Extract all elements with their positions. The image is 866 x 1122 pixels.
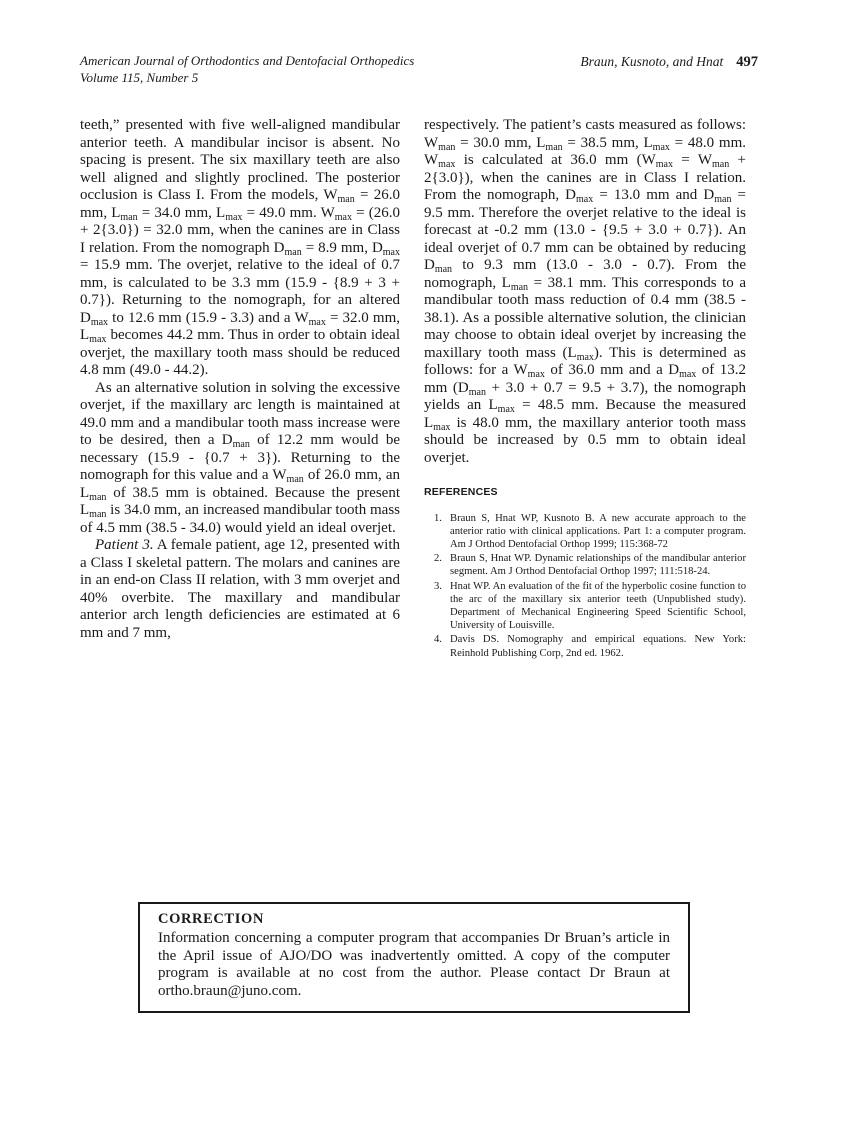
correction-body: Information concerning a computer program that accompanies Dr Bruan’s article in the April issue of AJO/DO was inadvertently omitted. A copy of the computer program is available at no cost from the author. Please contact Dr Braun at ortho.braun@juno.com. [158, 930, 670, 999]
reference-item [434, 552, 746, 578]
journal-issue: Volume 115, Number 5 [80, 69, 199, 85]
paragraph: As an alternative solution in solving the excessive overjet, if the maxillary arc length is maintained at 49.0 mm and a mandibular tooth mass increase were to be desired, then a $D_{man}$ of 12.2 mm would be necessary (15.9 - {0.7 + 3}). Returning to the nomograph for this value and a $W_{man}$ of 26.0 mm, an $L_{man}$ of 38.5 mm is obtained. Because the present $L_{man}$ is 34.0 mm, an increased mandibular tooth mass of 4.5 mm (38.5 - 34.0) would yield an ideal overjet. [80, 379, 400, 536]
reference-text: Davis DS. Nomography and empirical equations. New York: Reinhold Publishing Corp, 2nd ed. 1962. [450, 634, 746, 659]
references-list [424, 512, 746, 660]
reference-text: Braun S, Hnat WP. Dynamic relationships of the mandibular anterior segment. Am J Orthod Dentofacial Orthop 1997; 111:518-24. [450, 553, 746, 578]
paragraph: teeth,” presented with five well-aligned mandibular anterior teeth. A mandibular incisor is absent. No spacing is present. The six maxillary teeth are also well aligned and slightly proclined. The posterior occlusion is Class I. From the models, $W_{man} = 26.0$ mm, $L_{man} = 34.0$ mm, $L_{max} = 49.0$ mm. $W_{max} = (26.0 + 2\{3.0\}) = 32.0$ mm, when the canines are in Class I relation. From the nomograph $D_{man} = 8.9$ mm, $D_{max} = 15.9$ mm. The overjet, relative to the ideal of 0.7 mm, is calculated to be 3.3 mm (15.9 - {8.9 + 3 + 0.7}). Returning to the nomograph, for an altered $D_{max}$ to 12.6 mm (15.9 - 3.3) and a $W_{max} = 32.0$ mm, $L_{max}$ becomes 44.2 mm. Thus in order to obtain ideal overjet, the maxillary tooth mass should be reduced 4.8 mm (49.0 - 44.2). [80, 117, 400, 378]
right-column [424, 117, 746, 661]
running-authors: Braun, Kusnoto, and Hnat [580, 54, 724, 69]
correction-box [138, 902, 690, 1013]
journal-title: American Journal of Orthodontics and Dentofacial Orthopedics [80, 53, 415, 68]
header-right [580, 53, 758, 71]
references-heading: REFERENCES [424, 486, 498, 498]
paragraph: respectively. The patient’s casts measured as follows: $W_{man} = 30.0$ mm, $L_{man} = 38.5$ mm, $L_{max} = 48.0$ mm. $W_{max}$ is calculated at 36.0 mm $(W_{max} = W_{man} + 2\{3.0\})$, when the canines are in Class I relation. From the nomograph, $D_{max} = 13.0$ mm and $D_{man} = 9.5$ mm. Therefore the overjet relative to the ideal is forecast at -0.2 mm (13.0 - {9.5 + 3.0 + 0.7}). An ideal overjet of 0.7 mm can be obtained by reducing $D_{man}$ to 9.3 mm (13.0 - 3.0 - 0.7). From the nomograph, $L_{man} = 38.1$ mm. This corresponds to a mandibular tooth mass reduction of 0.4 mm (38.5 - 38.1). As a possible alternative solution, the clinician may choose to obtain ideal overjet by increasing the maxillary tooth mass $(L_{max})$. This is determined as follows: for a $W_{max}$ of 36.0 mm and a $D_{max}$ of 13.2 mm $(D_{man} + 3.0 + 0.7 = 9.5 + 3.7)$, the nomograph yields an $L_{max} = 48.5$ mm. Because the measured $L_{max}$ is 48.0 mm, the maxillary anterior tooth mass should be increased by 0.5 mm to obtain ideal overjet. [424, 117, 747, 466]
reference-item [434, 512, 746, 552]
right-column-paragraphs [424, 117, 746, 467]
reference-item [434, 580, 746, 633]
page-number: 497 [736, 54, 758, 70]
reference-text: Braun S, Hnat WP, Kusnoto B. A new accurate approach to the anterior ratio with clinical applications. Part 1: a computer program. Am J Orthod Dentofacial Orthop 1999; 115:368-72 [450, 512, 746, 550]
header-left [80, 53, 414, 86]
reference-text: Hnat WP. An evaluation of the fit of the hyperbolic cosine function to the arc of the maxillary six anterior teeth (Unpublished study). Department of Mechanical Engineering Speed Scientific School, University of Louisville. [450, 580, 746, 632]
reference-number: 4. [434, 634, 442, 646]
correction-title: CORRECTION [158, 911, 264, 927]
references-section [424, 484, 746, 660]
reference-number: 2. [434, 553, 442, 565]
page-header [80, 53, 758, 86]
reference-number: 1. [434, 512, 442, 524]
reference-number: 3. [434, 580, 442, 592]
reference-item [434, 633, 746, 659]
left-column [80, 117, 400, 642]
paragraph: Patient 3. A female patient, age 12, presented with a Class I skeletal pattern. The molars and canines are in an end-on Class II relation, with 3 mm overjet and 40% overbite. The maxillary and mandibular anterior arch length deficiencies are estimated at 6 mm and 7 mm, [80, 537, 400, 641]
